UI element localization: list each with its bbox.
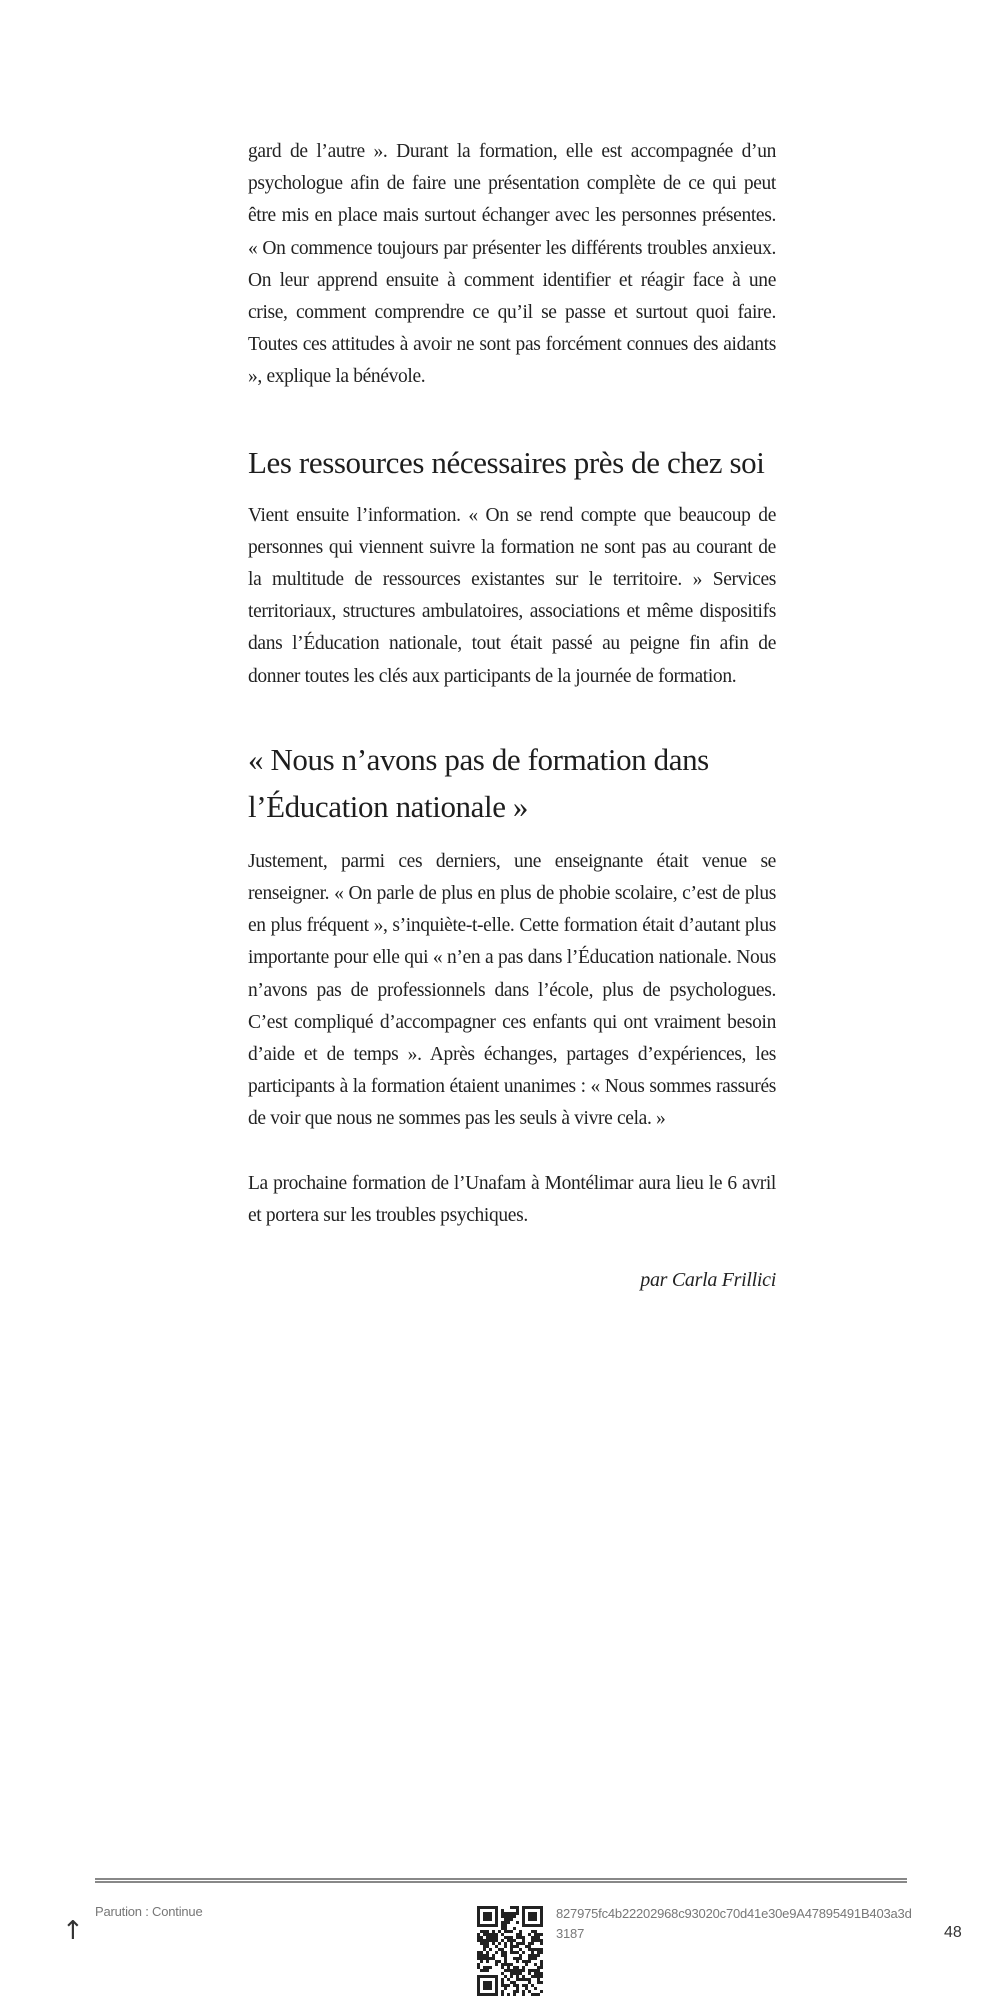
article-paragraph: gard de l’autre ». Durant la formation, elle est accompagnée d’un psychologue afin de faire une présentation complète de ce qui peut être mis en place mais surtout échanger avec les personnes présentes. « On commence toujours par présenter les différents troubles anxieux. On leur apprend ensuite à comment identifier et réagir face à une crise, comment comprendre ce qu’il se passe et surtout quoi faire. Toutes ces attitudes à avoir ne sont pas forcément connues des aidants », explique la bénévole.: [248, 141, 776, 388]
section-heading: « Nous n’avons pas de formation dans l’Éducation nationale »: [248, 741, 709, 824]
section-heading: Les ressources nécessaires près de chez soi: [248, 444, 765, 480]
footer-divider: [95, 1878, 907, 1883]
back-to-top-arrow-icon[interactable]: ↑: [62, 1916, 84, 1946]
author-byline: par Carla Frillici: [640, 1269, 776, 1292]
article-paragraph: Justement, parmi ces derniers, une enseignante était venue se renseigner. « On parle de plus en plus de phobie scolaire, c’est de plus en plus fréquent », s’inquiète-t-elle. Cette formation était d’autant plus importante pour elle qui « n’en a pas dans l’Éducation nationale. Nous n’avons pas de professionnels dans l’école, plus de psychologues. C’est compliqué d’accompagner ces enfants qui ont vraiment besoin d’aide et de temps ». Après échanges, partages d’expériences, les participants à la formation étaient unanimes : « Nous sommes rassurés de voir que nous ne sommes pas les seuls à vivre cela. »: [248, 850, 776, 1130]
parution-label: Parution : Continue: [95, 1904, 203, 1919]
document-hash: 827975fc4b22202968c93020c70d41e30e9A47895491B403a3d3187: [556, 1906, 912, 1941]
article-paragraph: La prochaine formation de l’Unafam à Montélimar aura lieu le 6 avril et portera sur les troubles psychiques.: [248, 1172, 776, 1226]
qr-code-icon: [477, 1906, 543, 1998]
article-body: [248, 136, 776, 1296]
article-paragraph: Vient ensuite l’information. « On se rend compte que beaucoup de personnes qui viennent suivre la formation ne sont pas au courant de la multitude de ressources existantes sur le territoire. » Services territoriaux, structures ambulatoires, associations et même dispositifs dans l’Éducation nationale, tout était passé au peigne fin afin de donner toutes les clés aux participants de la journée de formation.: [248, 504, 776, 687]
page-number: 48: [944, 1924, 962, 1941]
